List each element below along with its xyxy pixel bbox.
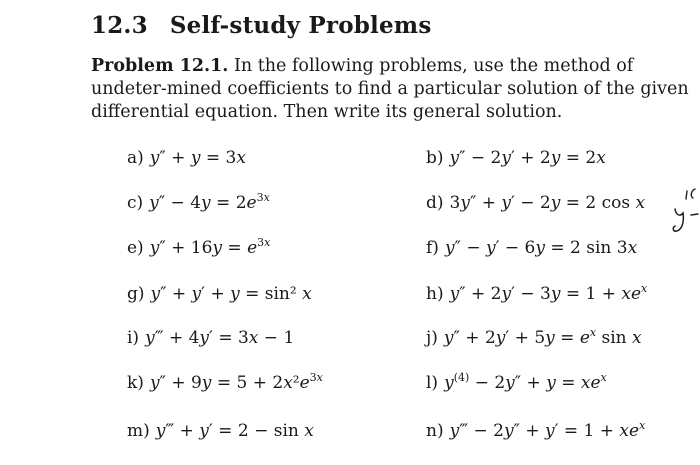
problem-label: g) [127, 284, 145, 304]
problem-label: h) [426, 284, 444, 304]
problem-label: i) [127, 328, 140, 348]
problem-i [127, 328, 294, 348]
problem-equation: y″ + y = 3x [149, 148, 246, 168]
problem-equation: $y^{(4)} - 2y'' + y = xe^x$ [444, 371, 607, 393]
problem-equation: $y'' + 2y' + 5y = e^x$ sin x [443, 326, 642, 348]
problem-label: f) [426, 238, 439, 258]
problem-equation: 3y″ + y′ − 2y = 2 cos x [449, 193, 646, 213]
problem-g [127, 284, 312, 304]
problem-intro [91, 55, 691, 124]
problem-l [426, 373, 607, 393]
problem-label: k) [127, 373, 144, 393]
problem-equation: $y'' - 4y = 2e^{3x}$ [149, 191, 270, 213]
problem-n [426, 421, 645, 441]
problem-equation: y″ + y′ + y = sin² x [150, 284, 312, 304]
problem-label: b) [426, 148, 444, 168]
problem-k [127, 373, 323, 393]
problem-j [426, 328, 642, 348]
section-heading [91, 12, 431, 39]
problem-c [127, 193, 270, 213]
problem-label: m) [127, 421, 150, 441]
problem-label: j) [426, 328, 438, 348]
problem-intro-text: In the following problems, use the method of undeter-mined coefficients to find a particular solution of the given differential equation. Then write its general solution. [91, 56, 689, 122]
problem-title: Problem 12.1. [91, 56, 229, 76]
problem-equation: $y'' + 16y = e^{3x}$ [149, 236, 271, 258]
problem-h [426, 284, 647, 304]
problem-label: e) [127, 238, 144, 258]
problem-equation: y″ − 2y′ + 2y = 2x [449, 148, 606, 168]
problem-equation: $y'' + 2y' - 3y = 1 + xe^x$ [449, 282, 648, 304]
problem-d [426, 193, 645, 213]
problem-label: l) [426, 373, 439, 393]
problem-equation: y″ − y′ − 6y = 2 sin 3x [444, 238, 638, 258]
problem-label: n) [426, 421, 444, 441]
problem-f [426, 238, 637, 258]
problem-e [127, 238, 270, 258]
section-number: 12.3 [91, 12, 148, 39]
problem-a [127, 148, 246, 168]
problem-b [426, 148, 606, 168]
problem-equation: y‴ + 4y′ = 3x − 1 [145, 328, 295, 348]
section-title: Self-study Problems [169, 12, 432, 39]
handwritten-annotation [665, 185, 699, 235]
problem-equation: $y'' + 9y = 5 + 2x^2e^{3x}$ [149, 371, 323, 393]
problem-equation: y‴ + y′ = 2 − sin x [155, 421, 314, 441]
problem-label: a) [127, 148, 144, 168]
problem-equation: y‴ − $2y'' + y' = 1 + xe^x$ [449, 419, 646, 441]
problem-m [127, 421, 314, 441]
problem-label: d) [426, 193, 444, 213]
problem-label: c) [127, 193, 144, 213]
